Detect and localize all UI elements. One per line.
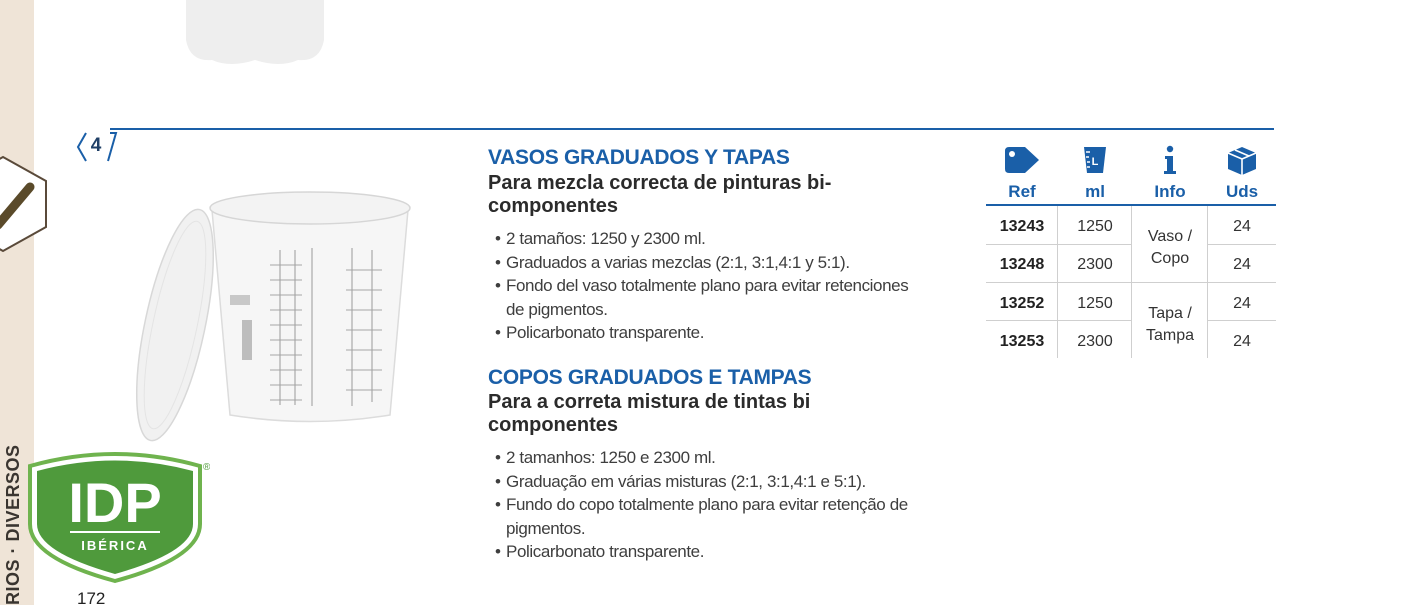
- item-number: 4: [90, 135, 102, 156]
- table-cell-uds: 24: [1233, 333, 1251, 350]
- spanish-feature-list: [488, 227, 918, 345]
- graduated-cup-product-image: [120, 170, 420, 450]
- spanish-feature-item: • Policarbonato transparente.: [488, 321, 918, 345]
- table-cell-ml: 2300: [1077, 256, 1113, 273]
- logo-brand-text: IDP: [68, 471, 162, 534]
- measure-cup-icon: [1081, 145, 1109, 175]
- info-line: Tampa: [1145, 327, 1195, 344]
- column-header-ml: ml: [1085, 182, 1105, 201]
- portuguese-feature-list: [488, 446, 918, 564]
- info-line: Vaso /: [1147, 228, 1193, 245]
- table-header-row: [986, 180, 1276, 206]
- table-cell-info-group: [1132, 303, 1208, 347]
- column-header-uds: Uds: [1225, 182, 1259, 201]
- info-icon: [1162, 145, 1178, 175]
- registered-mark: ®: [203, 462, 210, 473]
- product-table: [986, 140, 1276, 361]
- tag-icon: [1003, 145, 1041, 175]
- portuguese-feature-item: • Fundo do copo totalmente plano para evitar retenção de pigmentos.: [488, 493, 918, 540]
- section-rule: [110, 128, 1274, 130]
- info-line: Copo: [1150, 250, 1190, 267]
- column-header-info: Info: [1154, 182, 1186, 201]
- table-cell-uds: 24: [1233, 295, 1251, 312]
- portuguese-feature-item: • Policarbonato transparente.: [488, 540, 918, 564]
- column-header-ref: Ref: [1008, 182, 1036, 201]
- table-cell-ref: 13243: [999, 218, 1045, 235]
- table-cell-uds: 24: [1233, 218, 1251, 235]
- table-cell-ref: 13253: [999, 333, 1045, 350]
- spanish-feature-item: • 2 tamaños: 1250 y 2300 ml.: [488, 227, 918, 251]
- table-icon-row: [986, 140, 1276, 180]
- portuguese-feature-item: • Graduação em várias misturas (2:1, 3:1,4:1 e 5:1).: [488, 470, 918, 494]
- table-cell-ml: 1250: [1077, 218, 1113, 235]
- spanish-feature-item: • Fondo del vaso totalmente plano para evitar retenciones de pigmentos.: [488, 274, 918, 321]
- page-number: 172: [77, 589, 106, 608]
- idp-iberica-logo: [20, 448, 210, 583]
- category-hexagon-icon: [0, 155, 48, 253]
- table-cell-info-group: [1132, 226, 1208, 270]
- table-cell-ref: 13252: [999, 295, 1045, 312]
- portuguese-heading: COPOS GRADUADOS E TAMPAS: [488, 366, 812, 389]
- table-cell-ref: 13248: [999, 256, 1045, 273]
- svg-text:L: L: [1091, 156, 1099, 168]
- logo-sub-text: IBÉRICA: [81, 538, 149, 553]
- table-cell-ml: 1250: [1077, 295, 1113, 312]
- table-cell-uds: 24: [1233, 256, 1251, 273]
- spanish-heading: VASOS GRADUADOS Y TAPAS: [488, 146, 790, 169]
- section-label: RIOS · DIVERSOS: [3, 444, 23, 605]
- portuguese-feature-item: • 2 tamanhos: 1250 e 2300 ml.: [488, 446, 918, 470]
- bottle-image: [180, 0, 330, 70]
- info-line: Tapa /: [1148, 305, 1192, 322]
- box-icon: [1225, 144, 1259, 176]
- portuguese-subheading: Para a correta mistura de tintas bi componentes: [488, 391, 811, 436]
- spanish-subheading: Para mezcla correcta de pinturas bi-componentes: [488, 172, 832, 217]
- table-body: [986, 206, 1276, 361]
- table-cell-ml: 2300: [1077, 333, 1113, 350]
- spanish-feature-item: • Graduados a varias mezclas (2:1, 3:1,4:1 y 5:1).: [488, 251, 918, 275]
